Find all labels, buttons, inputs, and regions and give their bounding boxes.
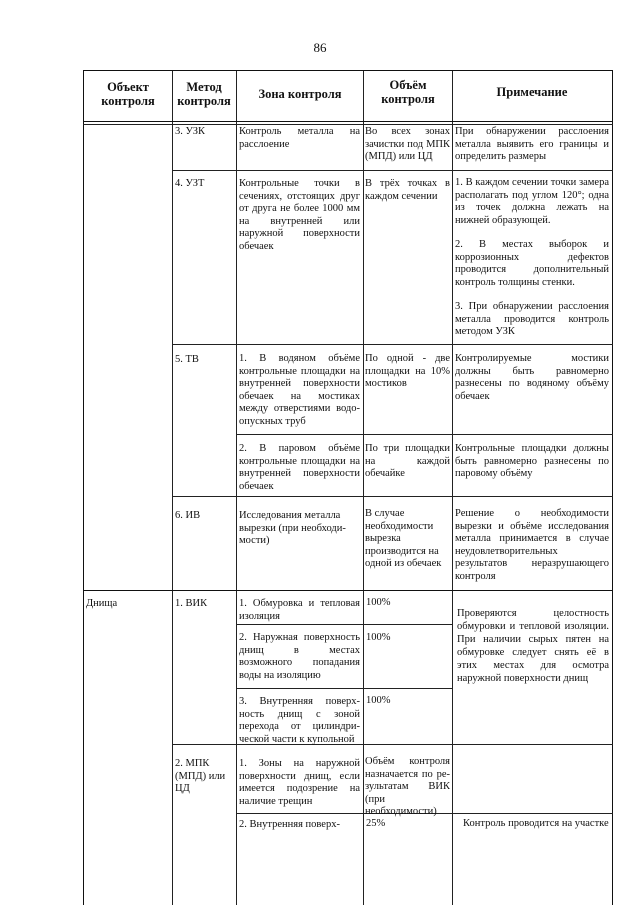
volume-vik-1: 100% [366, 597, 391, 608]
note-uzk: При обнаружении расслоения металла выявить его границы и определить размеры [455, 126, 609, 162]
page-number: 86 [313, 40, 327, 55]
header-zone: Зона контроля [258, 87, 342, 101]
volume-uzt: В трёх точках в каждом сечении [365, 178, 450, 202]
note-uzt-item: 1. В каждом сечении точки замера располагать под углом 120°; одна из точек должна лежать на нижней образующей. [455, 177, 609, 226]
volume-mpk-2: 25% [366, 818, 386, 829]
note-uzt-item: 2. В местах выборок и коррозионных дефектов проводится дополнительный контроль толщины стенки. [455, 239, 609, 288]
zone-iv: Исследования металла вырезки (при необходи-мости) [239, 510, 346, 546]
column-divider [363, 70, 364, 905]
header-object: Объект контроля [101, 80, 155, 108]
column-divider [452, 70, 453, 905]
note-mpk-2: Контроль проводится на участке [463, 818, 609, 829]
zone-vik-1: 1. Обмуровка и тепловая изоляция [239, 598, 360, 622]
zone-vik-2: 2. Наружная поверхность днищ в местах возможного попадания воды на изоляцию [239, 632, 360, 681]
row-divider [236, 624, 452, 625]
column-divider [236, 70, 237, 905]
volume-vik-3: 100% [366, 695, 391, 706]
row-divider [83, 590, 613, 591]
volume-tv-1: По одной - две площадки на 10% мостиков [365, 353, 450, 389]
object-bottoms: Днища [86, 598, 118, 609]
header-method: Метод контроля [177, 80, 231, 108]
method-uzk: 3. УЗК [175, 126, 206, 137]
volume-mpk-1: Объём контроля назначается по ре-зультатам ВИК (при необходимости) [365, 756, 450, 817]
zone-tv-2: 2. В паровом объёме контрольные площадки на внутренней поверхности обечаек [239, 443, 360, 492]
method-iv: 6. ИВ [175, 510, 201, 521]
method-tv: 5. ТВ [175, 354, 199, 365]
method-uzt: 4. УЗТ [175, 178, 205, 189]
note-uzt-item: 3. При обнаружении расслоения металла проводится контроль методом УЗК [455, 301, 609, 337]
note-vik: Проверяются целостность обмуровки и тепловой изоляции. При наличии сырых пятен на обмуровке следует снять её в этих местах для осмотра наружной поверхности днищ [457, 608, 609, 684]
note-tv-2: Контрольные площадки должны быть равномерно разнесены по паровому объёму [455, 443, 609, 479]
zone-mpk-2: 2. Внутренняя поверх- [239, 819, 340, 830]
zone-uzt: Контрольные точки в сечениях, отстоящих друг от друга не более 1000 мм на внутренней или наружной поверхности обечаек [239, 178, 360, 252]
row-divider [236, 688, 452, 689]
note-uzt [455, 177, 609, 351]
note-iv: Решение о необходимости вырезки и объёме исследования металла принимается в случае неудовлетворительных результатов неразрушающего контроля [455, 508, 609, 582]
row-divider [172, 170, 613, 171]
method-vik: 1. ВИК [175, 598, 208, 609]
zone-mpk-1: 1. Зоны на наружной поверхности днищ, если имеется подозрение на наличие трещин [239, 758, 360, 807]
zone-tv-1: 1. В водяном объёме контрольные площадки на внутренней поверхности обечаек на мостиках между отверстиями водо-опускных труб [239, 353, 360, 427]
table-border-right [612, 70, 613, 905]
header-volume: Объём контроля [381, 78, 435, 106]
header-separator [83, 121, 613, 122]
zone-vik-3: 3. Внутренняя поверх-ность днищ с зоной перехода от цилиндри-ческой части к купольной [239, 696, 360, 745]
volume-iv: В случае необходимости вырезка производится на одной из обечаек [365, 508, 442, 569]
row-divider [236, 434, 613, 435]
volume-vik-2: 100% [366, 632, 391, 643]
volume-uzk: Во всех зонах зачистки под МПК (МПД) или ЦД [365, 126, 450, 162]
table-border-left [83, 70, 84, 905]
row-divider [172, 496, 613, 497]
column-divider [172, 70, 173, 905]
header-note: Примечание [496, 85, 568, 99]
volume-tv-2: По три площадки на каждой обечайке [365, 443, 450, 479]
row-divider [83, 124, 613, 125]
note-tv-1: Контролируемые мостики должны быть равномерно разнесены по водяному объёму обечаек [455, 353, 609, 402]
zone-uzk: Контроль металла на расслоение [239, 126, 360, 150]
table-border-top [83, 70, 613, 71]
method-mpk: 2. МПК (МПД) или ЦД [175, 758, 226, 794]
